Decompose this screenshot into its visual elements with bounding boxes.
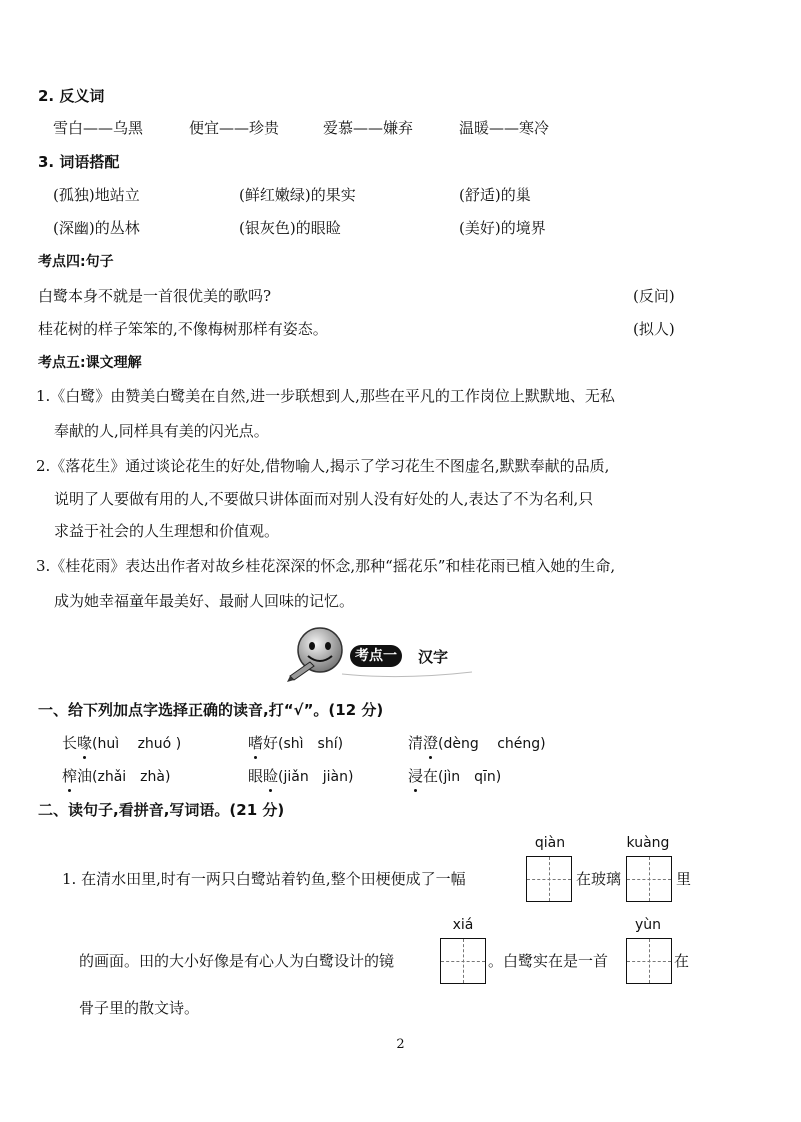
comprehension-line: 3.《桂花雨》表达出作者对故乡桂花深深的怀念,那种“摇花乐”和桂花雨已植入她的生命,: [36, 557, 616, 575]
antonym-pair: 便宜——珍贵: [189, 119, 280, 137]
antonym-pair: 温暖——寒冷: [459, 119, 550, 137]
comprehension-line: 说明了人要做有用的人,不要做只讲体面而对别人没有好处的人,表达了不为名利,只: [54, 490, 594, 508]
q2-text: 在玻璃: [576, 870, 622, 888]
q2-heading: 二、读句子,看拼音,写词语。(21 分): [38, 801, 285, 819]
sentence-text: 白鹭本身不就是一首很优美的歌吗?: [38, 287, 272, 305]
pinyin-choice: 榨 油 (zhǎi zhà): [62, 767, 171, 785]
comprehension-line: 成为她幸福童年最美好、最耐人回味的记忆。: [54, 592, 355, 610]
collocation-item: (孤独)地站立: [53, 186, 140, 204]
pinyin-choice: 浸 在 (jìn qīn): [408, 767, 502, 785]
antonym-pair: 雪白——乌黑: [53, 119, 144, 137]
comprehension-line: 2.《落花生》通过谈论花生的好处,借物喻人,揭示了学习花生不图虚名,默默奉献的品质,: [36, 457, 610, 475]
pinyin-choice: 眼 睑 (jiǎn jiàn): [248, 767, 354, 785]
sentence-type: (拟人): [633, 320, 675, 338]
collocation-row-2: [53, 218, 546, 238]
collocation-heading: 3. 词语搭配: [38, 153, 120, 171]
pinyin-label: yùn: [634, 917, 662, 933]
collocation-item: (深幽)的丛林: [53, 219, 140, 237]
badge-label: 考点一: [350, 645, 402, 667]
q2-text: 。白鹭实在是一首: [488, 952, 609, 970]
pinyin-row-1: [62, 733, 546, 754]
badge-title: 汉字: [418, 648, 449, 666]
q2-text: 1. 在清水田里,时有一两只白鹭站着钓鱼,整个田梗便成了一幅: [62, 870, 466, 888]
q2-text: 的画面。田的大小好像是有心人为白鹭设计的镜: [79, 952, 395, 970]
pinyin-label: xiá: [452, 917, 474, 933]
pinyin-choice: 长 喙 (huì zhuó ): [62, 734, 182, 752]
collocation-item: (美好)的境界: [459, 219, 546, 237]
writing-box[interactable]: [526, 856, 572, 902]
pinyin-label: kuàng: [626, 835, 670, 851]
antonym-pair: 爱慕——嫌弃: [323, 119, 414, 137]
writing-box[interactable]: [626, 938, 672, 984]
collocation-item: (银灰色)的眼睑: [239, 219, 341, 237]
comprehension-line: 求益于社会的人生理想和价值观。: [54, 522, 280, 540]
pinyin-choice: 清 澄 (dèng chéng): [408, 734, 546, 752]
q2-text: 骨子里的散文诗。: [79, 999, 200, 1017]
q2-text: 在: [674, 952, 690, 970]
writing-box[interactable]: [440, 938, 486, 984]
sentence-type: (反问): [633, 287, 675, 305]
pinyin-label: qiàn: [534, 835, 566, 851]
sentence-text: 桂花树的样子笨笨的,不像梅树那样有姿态。: [38, 320, 328, 338]
comprehension-line: 奉献的人,同样具有美的闪光点。: [54, 422, 269, 440]
antonyms-row: [53, 118, 549, 138]
collocation-row-1: [53, 185, 531, 205]
writing-box[interactable]: [626, 856, 672, 902]
page-number: 2: [396, 1037, 405, 1052]
point4-heading: 考点四:句子: [38, 254, 114, 270]
antonyms-heading: 2. 反义词: [38, 87, 105, 105]
point5-heading: 考点五:课文理解: [38, 355, 142, 371]
pinyin-row-2: [62, 766, 501, 787]
collocation-item: (舒适)的巢: [459, 186, 531, 204]
q1-heading: 一、给下列加点字选择正确的读音,打“√”。(12 分): [38, 701, 384, 719]
collocation-item: (鲜红嫩绿)的果实: [239, 186, 356, 204]
pinyin-choice: 嗜 好 (shì shí): [248, 734, 344, 752]
comprehension-line: 1.《白鹭》由赞美白鹭美在自然,进一步联想到人,那些在平凡的工作岗位上默默地、无私: [36, 387, 615, 405]
q2-text: 里: [676, 870, 692, 888]
